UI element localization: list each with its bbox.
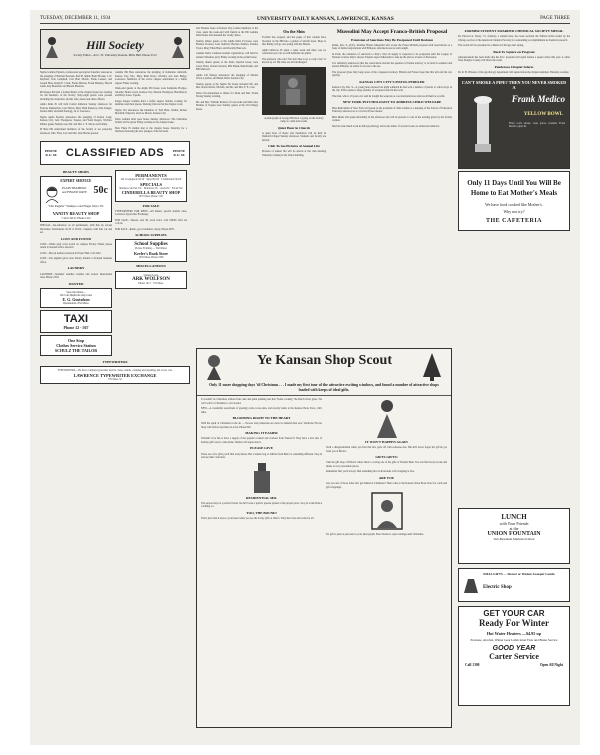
- shop-scout-left: [201, 398, 322, 539]
- classified-ads-title: CLASSIFIED ADS: [65, 147, 165, 159]
- call-text: Call 1300: [465, 663, 480, 667]
- making-easier-text: Wouldn't it be fun to have a supply of the popular cocktail and crackers from Weaver's? They have a nice line of holiday gift boxes to take home. Mother will appreciate it.: [201, 437, 322, 444]
- hill-society-subtitle: Society Editor—K.U. 35, University Kansan, Mills Hall, Phone 2152: [73, 53, 157, 57]
- column-2: [196, 27, 326, 347]
- are-you-heading: ARE YOU: [378, 475, 395, 480]
- schulz-ad: [40, 335, 112, 356]
- classified-col-right: [115, 168, 187, 358]
- shop-scout-subtitle: Only 11 more shopping days 'til Christmas . . . I made my first tour of the attractive exciting windows, and found a number of attractive shops loaded with keeps of ideal gifts.: [209, 383, 439, 392]
- vanity-shop-address: 7 and 11th St. Phone 1212: [61, 217, 91, 221]
- ark-wolfson-name: ARK WOLFSON: [132, 277, 170, 283]
- quiet-hour-heading: Quiet Hour in Church: [277, 125, 311, 130]
- schulz-tailor-label: SCHULZ THE TAILOR: [54, 347, 98, 353]
- column-1: [40, 27, 190, 739]
- hill-society-title: Hill Society: [86, 38, 144, 52]
- pipe-icon: [463, 94, 505, 154]
- union-fountain-ad: [458, 508, 570, 564]
- lawrence-tw-address: 735 Mass. St.: [107, 377, 123, 381]
- gifts-gifts-heading: GIFTS GIFTS!: [375, 455, 398, 460]
- it-wont-happen-text: Such a disappointment when you find that he's gone off with someone else. But he'll never forget the gift he got from you at Brick's.: [326, 446, 447, 453]
- portrait-text: No gift is quite as personal as your photograph. Estes Studio is open evenings until Christmas.: [326, 533, 424, 537]
- open-all-night-text: Open All Night: [539, 663, 563, 667]
- union-caption-heading: Club To See Pictures of Annual Life: [268, 144, 320, 149]
- gustafson-name: E. G. Gustafson: [62, 296, 90, 302]
- new-york-heading: NEW YORK PSYCHOLOGIST TO ADDRESS CHILD WELFARE: [342, 100, 442, 105]
- frank-medico-ad: CAN'T SMOKE A PIPE? THEN YOU NEVER SMOKED A Frank Medico YELLOW BOWL Filter cools smoke, traps juices. Genuine Frank Medico pipes $1.: [458, 77, 570, 169]
- classified-ads-banner: [40, 141, 190, 165]
- bottle-icon: [251, 463, 273, 493]
- specials-title: SPECIALS: [139, 181, 162, 187]
- former-student-heading: FORMER STUDENT AWARDED CHEMICAL SOCIETY MEDAL: [464, 29, 564, 33]
- cinderella-title: CINDERELLA BEAUTY SHOP: [121, 190, 181, 195]
- prestone-text: Prestone, Alcohol, Winter Gear Lubrication Tires and Brake Service: [470, 638, 558, 642]
- union-fountain-text: UNION FOUNTAIN: [487, 531, 541, 537]
- blooming-heading: BLOOMING RIGHT TO THE HEART: [232, 416, 291, 420]
- at-the-text: at the: [509, 526, 519, 531]
- gifts-gifts-text: Visit the gift shop of Elliott's where there's a loving one of the gifts of Normal Hunt. You can find lovely books and linens at very reasonable prices. Remember that you'll always find something nice at Rowlands. Gift wrapping is free.: [326, 461, 447, 474]
- back-to-square-text: Announcement has been made that the K.U. program will again feature a square dance this year. A caller from Douglas County will direct the event.: [458, 55, 570, 63]
- school-supplies-heading: SCHOOL SUPPLIES: [135, 233, 167, 238]
- frank-medico-logo: Frank Medico: [511, 93, 565, 104]
- too-the-bound-heading: TOO, THE BOUND!: [246, 510, 277, 515]
- school-supplies-title: School Supplies: [134, 242, 168, 248]
- portrait-frame-icon: [371, 492, 403, 530]
- header-masthead: UNIVERSITY DAILY KANSAN, LAWRENCE, KANSAS: [256, 15, 394, 22]
- shop-scout-intro: It wouldn't be Christmas without fruit cake and plum pudding and that "home cooking" the Dutch Oven gives. We can't wait for Christmas to roll around. NEW—A wonderful assortment of greeting cards, book ends, and novelty items at the Kansas Book Store, 1401 Ohio.: [201, 398, 322, 414]
- electric-shop-name: Electric Shop: [483, 585, 512, 590]
- union-caption-text: Pictures of annual life will be shown at the club meeting Thursday evening in the Union building.: [262, 150, 326, 157]
- gustafson-ad: Save the Dates— We Can Duplicate Any Lens E. G. Gustafson Optometrist, 832 Mass.: [40, 288, 112, 308]
- column-3: [332, 27, 452, 347]
- hot-water-text: Hot Water Heaters ....$4.95 up: [486, 631, 542, 636]
- col2-left-text: and Thomas Jones of Kansas City, former members of the class, spent the week-end with friends at the Phi Gamma Delta house and attended the varsity dance. Sunday dinner guests at the Alpha Delta Pi house were Barbara Dodson, Joan Sullivan, Barbara Pember, Pauline Taylor, Mary Ellen Hunt, and Dorothy Hancock. Gamma Delta, Lutheran student organization, will hold its annual Christmas party Friday evening in the parish house. Sunday dinner guests at the Delta Upsilon house were Grace Wren, Charles Stevens, Phil Shank, Ruth Parker, and Bill Maxwell. Alpha Chi Omega announces the pledging of Marian Wood, Lyndon; and Helen Wells, Kansas City. Sunday guests at the Sigma Nu house included Mr. and Mrs. Robert Rolfe, Wichita, and Mr. and Mrs. F. E. Cole. Delta Chi entertained at dinner for Dean and Mrs. Frank Strong Sunday evening. Mr. and Mrs. William Roberts of Concordia and Miss Jane Holmes of Topeka were Sunday guests at the Chi Omega house.: [196, 27, 258, 111]
- col2-right-block: [262, 27, 326, 159]
- back-to-square-heading: Back To Square on Program: [493, 49, 535, 54]
- for-sale-text: TYPEWRITERS FOR RENT—All makes, special student rates. Lawrence Typewriter Exchange. FOR SALE—Tuxedo, size 38, worn twice. Call 1893W after six o'clock. FOR SALE—Radio, good condition, cheap. Phone 2870.: [115, 209, 187, 231]
- wanted-heading: WANTED: [68, 281, 84, 286]
- too-the-bound-text: That's just what it does to your heart when you see the lovely gifts at Ober's. They have ties and socks for all.: [201, 517, 315, 521]
- classified-phone-left: PHONE K.U. 66: [44, 149, 58, 157]
- misc-heading: MISCELLANEOUS: [136, 264, 166, 269]
- with-friends-text: with Your Friends: [499, 521, 529, 526]
- residential-text: The person may be a perfect friend, but he'll want a perfect present picked at the proper place. Stop in at the Palace Clothing Co.: [201, 501, 322, 509]
- the-cafeteria-text: THE CAFETERIA: [485, 217, 542, 224]
- ark-wolfson-ad: Student Loans ARK WOLFSON Phone 1215 · 719 Mass.: [115, 271, 187, 289]
- on-the-shin-text: Football has stopped, and the pages of this column have bloomed on the Hill into a garden of wistful notes. Hope is that Jimmy will go one spring with the Hawks. Alpha Omicron Pi spent a quiet week and there was no celebration yet, but we still maintain our spirits. The professor who said "We don't like to go to early class" is known by all. His rules are still unchanged.: [262, 36, 326, 64]
- laundry-text: LAUNDRY—Students' bundles washed and ironed. Reasonable rates. Phone 2318.: [40, 272, 112, 280]
- lawrence-typewriter-ad: TYPEWRITERS—We have complete typewriter service. Sales, rentals, cleaning and repairing. All at low cost. LAWRENCE TYPEWRITER EXCHANGE 735 Mass. St.: [40, 366, 190, 384]
- on-the-shin-title: On the Shin: [283, 29, 305, 34]
- special-text: SPECIAL—Re-reduction on all permanents, with this ad, except December. Permanents $1.50 to $5.00, complete with hair cut and set.: [40, 224, 112, 235]
- taxi-phone: Phone 12 - 567: [63, 324, 89, 330]
- typewriters-heading: TYPEWRITERS: [102, 359, 128, 364]
- residential-heading: RESIDENTIAL MIL: [246, 495, 277, 500]
- mussolini-text: Rome, Dec. 9—(UP)—Premier Benito Mussolini will accept the Franco-British proposal with reservations as a basis of further negotiations with Ethiopia, informed sources said tonight. In Paris, the extension of sanctions to Italy's vital oil supply is expected to be postponed until the League of Nations receives Italy's answer. Experts expect Mussolini to take up the plan as a basis of discussion. It is definitely understood that the reservations include the question of Italian territory to be held in southern and eastern Ethiopia, in return for access to the sea. The proposal gives Italy large areas of the conquered territory. Britain and France hope that this will end the war quickly.: [332, 43, 452, 78]
- beauty-shops-heading: BEAUTY SHOPS: [63, 170, 89, 174]
- hill-society-banner: [40, 29, 190, 69]
- vanity-shop-name: VANITY BEAUTY SHOP: [52, 211, 100, 217]
- woman-portrait-icon: [44, 185, 60, 203]
- laundry-heading: LAUNDRY: [67, 266, 85, 271]
- taxi-ad: [40, 310, 112, 333]
- society-text-left: Sigma Gamma Epsilon, professional geological fraternity announces the pledging of Herman Petersen, Paul B. Smith, Basil Hronek, J. W. Rayburn, Ivan Campbell, Carl Burr Mofits, Frank Lesseer, and Joseph Hess. Ralph E. Clark, Frank Malotte, Frank Hensley, Harold Gunn, Ray Boettcher and Harold Phenicie. Phi Kappa Psi held a formal dinner at the chapter house last evening for the members of the faculty. Sixty-eight guests were present including the chancellor and his wife, deans and other officers. Alpha Delta Pi will hold formal initiation Sunday afternoon for Frances Kirkpatrick, Lyle Fulton, Mary Beth Pomeroy, Irma Kruger, Donna Dahl, and Ruth Kellogg, all of Lawrence. Sigma Alpha Epsilon announces the pledging of Robert Long, Kansas City; Jack Thompson, Topeka; and Ward Rogers, Wichita. Dinner guests Sunday were Mr. and Mrs. J. E. Moore and family. Pi Beta Phi entertained members of the faculty at tea yesterday afternoon. Mrs. Flora Carr and Mrs. Jane Harlan poured.: [40, 71, 112, 135]
- couple-illustration-left: [43, 36, 61, 58]
- mussolini-headline: Mussolini May Accept Franco-British Proposal: [336, 29, 448, 35]
- union-sub-text: Sub-Basement Memorial Union: [493, 537, 535, 541]
- classified-phone-right: PHONE K.U. 66: [172, 149, 186, 157]
- lost-found-text: LOST—White gold wrist watch on campus Friday. Finder please return to Kansan office. Reward. LOST—Brown leather notebook in Fraser Hall. Call 2452. LOST—Tan pigskin glove near library. Return to Kansan business office.: [40, 242, 112, 264]
- we-have-food-text: We have food cooked like Mother's.: [485, 201, 543, 207]
- quiet-hour-text: A quiet hour of music and meditation will be held in Danforth Chapel Sunday afternoon. Students and faculty are invited.: [262, 131, 326, 142]
- why-not-text: Why not try?: [503, 208, 525, 214]
- society-text-right: Gamma Phi Beta announces the pledging of Katherine Gilbraith, Kansas City, Mo.; Mary Ruth Davis, Wichita; and Jean Bailey, Lawrence. Members of the active chapter entertained at a buffet supper Friday evening. Week-end guests at the Alpha Phi house were Katherine Hodges, Sabetha; Helen Lewis, Kansas City; Marion Thompson, Hutchinson; and Betty Jones, Topeka. Kappa Kappa Gamma held a buffet supper Sunday evening for members and their guests. Dancing followed in the chapter room. Sigma Chi announces the initiation of Tom Hale, Olathe; Robert Marshall, Emporia; and Lee Morris, Kansas City. Delta Gamma held open house Sunday afternoon. The Christmas formal will be given Friday evening at the chapter house. Beta Theta Pi alumni met at the chapter house Saturday for a luncheon honoring the new pledges of the fall term.: [115, 71, 187, 133]
- photo-caption: A photograph of George Harrison copying on the Library ramp as a mid-term exam.: [264, 116, 324, 123]
- kansas-city-text: Kansas City, Dec. 9—A young man arrested last night admitted he had sold a number of pistols to school boys in the city. Police seized a large quantity of weapons found in his room. The man, who is 19 years old, said he bought the weapons at a second-hand store and resold them at a profit.: [332, 85, 452, 98]
- only-11-days-text: Only 11 Days Until You Will Be Home to Eat Mother's Meals: [467, 178, 561, 197]
- goodyear-logo: GOOD YEAR: [492, 645, 536, 652]
- lost-found-heading: LOST AND FOUND: [61, 236, 91, 241]
- woman-shopping-illustration: [326, 398, 447, 438]
- former-student-text: Dr. Edward A. Doisy, '15, formerly a student here, has been awarded the Willard Gibbs medal by the Chicago section of the American Chemical Society for outstanding accomplishment in chemical research. The award will be presented at a dinner in Chicago next spring.: [458, 35, 570, 48]
- header-page-number: PAGE THREE: [540, 16, 570, 21]
- cant-smoke-text: CAN'T SMOKE A PIPE? THEN YOU NEVER SMOKED A: [461, 79, 567, 90]
- price-50: 50c: [93, 185, 108, 197]
- newspaper-page: [30, 10, 580, 745]
- ready-winter-text: Ready For Winter: [479, 618, 549, 628]
- bottle-illustration: [201, 463, 322, 493]
- clothes-service-label: Clothes Service Station: [56, 342, 96, 348]
- cafeteria-ad: [458, 171, 570, 231]
- please-give-text: There are a few gifts you'll find everywhere. But a leather bag or billfold from Bell's is something different. Stop in and see their collection.: [201, 452, 322, 460]
- school-supplies-ad: School Supplies Picture Framing — Wall Paper Keeler's Book Store 1033 Mass. Phone 1080: [115, 239, 187, 262]
- shop-scout-right: [326, 398, 447, 539]
- vanity-ad: [40, 176, 112, 222]
- making-easier-heading: MAKING IT EASIER: [245, 431, 278, 436]
- xmas-gifts-text: XMAS GIFTS — Shaver or Washer-Sweeper Combs: [483, 572, 555, 576]
- regular-shampoo-label: "Our Regular" Shampoo and Finger Wave 35c: [48, 204, 104, 209]
- classified-col-left: [40, 168, 112, 358]
- electric-shop-ad: [458, 568, 570, 602]
- photo-figure-icon: [262, 67, 326, 115]
- please-give-heading: PLEASE GIVE: [250, 446, 273, 451]
- mussolini-subhead: Extension of Sanctions May Be Postponed Until Decision: [350, 37, 434, 42]
- plain-shampoo-label: PLAIN SHAMPOO and FINGER WAVE: [62, 186, 87, 195]
- taxi-title: TAXI: [63, 312, 89, 325]
- are-you-text: Are you one of those folks who get behind at Christmas? Then come to the Kansas Union Book Store for cards and gift wrappings.: [326, 482, 447, 489]
- santa-icon: [203, 352, 225, 380]
- carter-name: Carter Service: [489, 652, 539, 661]
- chapter-selects-heading: Ponderosa Chapter Selects: [494, 64, 534, 69]
- lunch-text: LUNCH: [501, 513, 527, 521]
- christmas-tree-icon: [421, 351, 443, 381]
- shopper-icon: [367, 398, 407, 438]
- kansas-city-heading: KANSAS CITY CITY'S PISTOL PEDDLER: [359, 79, 425, 84]
- portrait-illustration: [326, 492, 447, 530]
- yellow-bowl-text: YELLOW BOWL: [523, 111, 563, 117]
- for-sale-heading: FOR SALE: [142, 203, 160, 208]
- get-car-text: GET YOUR CAR: [483, 609, 545, 618]
- page-header: [40, 14, 570, 24]
- keelers-name: Keeler's Book Store: [134, 250, 168, 256]
- blooming-text: With the spirit of Christmas in the air — flowers and poinsettias are more in demand than ever. Wardrobe Flower Shop will deliver anywhere in town. Phone 820.: [201, 422, 322, 429]
- it-wont-happen-heading: IT WON'T HAPPEN AGAIN: [365, 440, 408, 444]
- lawrence-tw-name: LAWRENCE TYPEWRITER EXCHANGE: [73, 372, 157, 378]
- expert-service-label: EXPERT SERVICE: [60, 179, 92, 184]
- one-stop-label: One Stop: [68, 337, 84, 343]
- new-york-text: Miss Ruth Mann of New York will speak on the problems of child welfare at a meeting of the School of Education Thursday afternoon at 4 o'clock in Fraser theater. Miss Mann will speak informally in the afternoon and will be present at a tea in the evening given by the faculty women. She has done much work in child psychology and is the author of several books on adolescent behavior.: [332, 106, 452, 128]
- shop-scout-section: [196, 348, 452, 728]
- permanents-title: PERMANENTS: [135, 173, 167, 178]
- permanents-ad: PERMANENTS Oil Croquignole $3.50 · Spiral $5.00 · Combination $5.00 SPECIALS Shampoo and Set 35c · Manicure 35c · Arch 25c · Facial 50c CINDERELLA BEAUTY SHOP 1037 Mass. Phone 1107: [115, 170, 187, 202]
- shop-scout-title: Ye Kansan Shop Scout: [257, 353, 392, 368]
- header-date: TUESDAY, DECEMBER 11, 1934: [40, 16, 111, 21]
- chapter-selects-text: Dr. R. H. Wheeler of the psychology department will speak before the chapter members Thursday evening.: [458, 71, 570, 75]
- carter-service-ad: [458, 606, 570, 706]
- library-ramp-photo: [262, 67, 326, 115]
- iron-icon: [462, 573, 480, 597]
- couple-illustration-right: [169, 36, 187, 58]
